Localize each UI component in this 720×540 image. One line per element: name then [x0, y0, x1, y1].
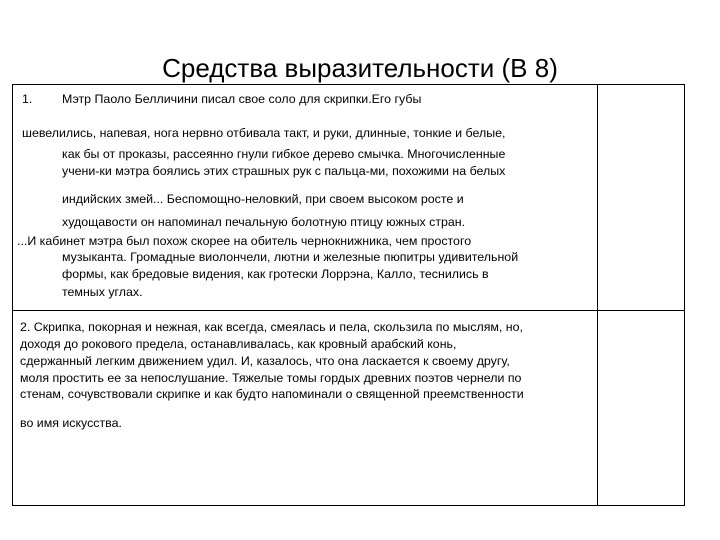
row1-number: 1.	[22, 92, 33, 106]
row1-line: темных углах.	[62, 285, 143, 299]
row1-line: ...И кабинет мэтра был похож скорее на обитель чернокнижника, чем простого	[17, 234, 472, 248]
row2-line: доходя до рокового предела, останавливалась, как кровный арабский конь,	[20, 337, 457, 351]
row1-line: учени-ки мэтра боялись этих страшных рук с пальца-ми, похожими на белых	[62, 164, 506, 178]
row2-line: сдержанный легким движением удил. И, казалось, что она ласкается к своему другу,	[20, 354, 510, 368]
row1-line: музыканта. Громадные виолончели, лютни и железные пюпитры удивительной	[62, 250, 519, 264]
row1-line: шевелились, напевая, нога нервно отбивала такт, и руки, длинные, тонкие и белые,	[22, 126, 506, 140]
row1-line: Мэтр Паоло Белличини писал свое соло для скрипки.Его губы	[62, 92, 422, 106]
row1-line: как бы от проказы, рассеянно гнули гибкое дерево смычка. Многочисленные	[62, 147, 506, 161]
table-row-divider	[13, 310, 684, 311]
row1-line: формы, как бредовые видения, как гротески Лоррэна, Калло, теснились в	[62, 267, 489, 281]
row2-line: во имя искусства.	[20, 416, 122, 430]
row2-line: 2. Скрипка, покорная и нежная, как всегда, смеялась и пела, скользила по мыслям, но,	[20, 320, 523, 334]
row2-line: стенам, сочувствовали скрипке и как будто напоминали о священной преемственности	[20, 387, 524, 401]
row1-line: худощавости он напоминал печальную болотную птицу южных стран.	[62, 215, 466, 229]
slide-title-text: Средства выразительности (В 8)	[162, 53, 558, 83]
slide-title	[0, 52, 720, 84]
table-column-divider	[597, 85, 598, 505]
row2-line: моля простить ее за непослушание. Тяжелые томы гордых древних поэтов чернели по	[20, 371, 522, 385]
row1-line: индийских змей... Беспомощно-неловкий, при своем высоком росте и	[62, 192, 464, 206]
content-table	[12, 84, 685, 506]
